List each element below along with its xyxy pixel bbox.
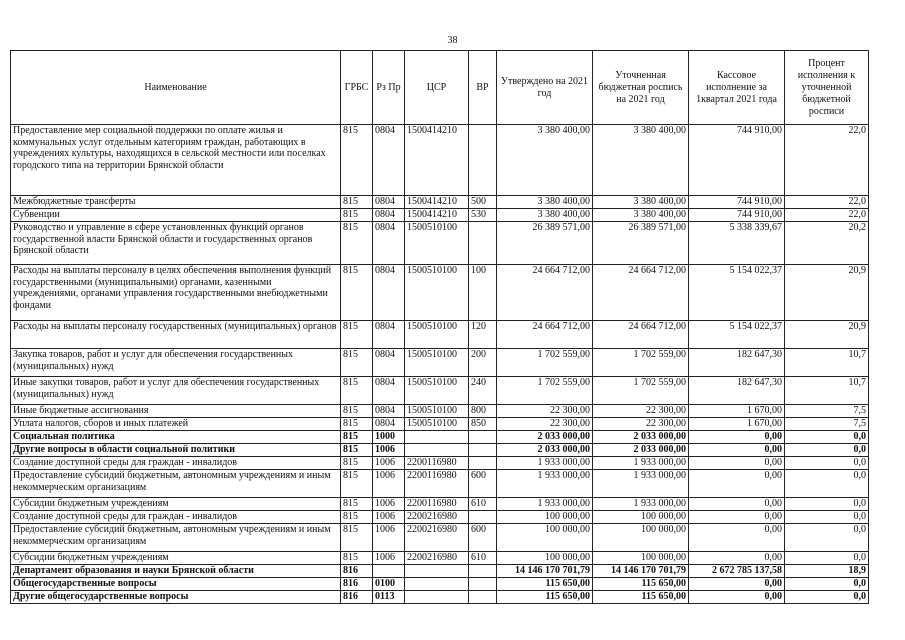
col-header-rzpr: Рз Пр [373,51,405,125]
cell-vr: 600 [469,470,497,498]
cell-cash: 0,00 [689,552,785,565]
cell-grbs: 815 [341,498,373,511]
cell-percent: 7,5 [785,418,869,431]
cell-refined: 3 380 400,00 [593,125,689,196]
cell-csr: 2200216980 [405,511,469,524]
table-row [11,444,869,457]
cell-grbs: 815 [341,209,373,222]
cell-vr: 600 [469,524,497,552]
cell-percent: 0,0 [785,457,869,470]
cell-approved: 3 380 400,00 [497,125,593,196]
cell-percent: 0,0 [785,591,869,604]
cell-grbs: 815 [341,552,373,565]
cell-approved: 3 380 400,00 [497,209,593,222]
cell-approved: 24 664 712,00 [497,265,593,321]
cell-rzpr: 1006 [373,552,405,565]
cell-csr [405,431,469,444]
cell-csr: 1500414210 [405,196,469,209]
cell-name: Департамент образования и науки Брянской области [11,565,341,578]
cell-cash: 0,00 [689,511,785,524]
cell-rzpr [373,565,405,578]
cell-name: Межбюджетные трансферты [11,196,341,209]
cell-percent: 10,7 [785,377,869,405]
table-row [11,321,869,349]
cell-refined: 3 380 400,00 [593,209,689,222]
table-row [11,431,869,444]
cell-cash: 0,00 [689,578,785,591]
cell-name: Общегосударственные вопросы [11,578,341,591]
cell-refined: 1 702 559,00 [593,377,689,405]
cell-grbs: 815 [341,125,373,196]
cell-approved: 115 650,00 [497,578,593,591]
cell-vr: 500 [469,196,497,209]
cell-cash: 182 647,30 [689,349,785,377]
col-header-csr: ЦСР [405,51,469,125]
cell-refined: 24 664 712,00 [593,265,689,321]
cell-refined: 24 664 712,00 [593,321,689,349]
cell-vr [469,125,497,196]
col-header-name: Наименование [11,51,341,125]
cell-vr: 100 [469,265,497,321]
cell-approved: 1 702 559,00 [497,349,593,377]
cell-csr: 2200116980 [405,470,469,498]
cell-approved: 1 933 000,00 [497,470,593,498]
cell-grbs: 815 [341,222,373,265]
cell-percent: 7,5 [785,405,869,418]
cell-grbs: 815 [341,511,373,524]
cell-refined: 100 000,00 [593,552,689,565]
cell-csr: 1500510100 [405,222,469,265]
cell-refined: 26 389 571,00 [593,222,689,265]
cell-name: Предоставление субсидий бюджетным, автономным учреждениям и иным некоммерческим организациям [11,524,341,552]
cell-cash: 744 910,00 [689,209,785,222]
header-row [11,51,869,125]
cell-approved: 100 000,00 [497,552,593,565]
budget-table [10,50,869,604]
cell-grbs: 815 [341,444,373,457]
cell-name: Иные закупки товаров, работ и услуг для обеспечения государственных (муниципальных) нужд [11,377,341,405]
cell-approved: 100 000,00 [497,511,593,524]
cell-vr: 800 [469,405,497,418]
cell-refined: 1 933 000,00 [593,470,689,498]
cell-refined: 100 000,00 [593,511,689,524]
cell-approved: 22 300,00 [497,418,593,431]
cell-cash: 5 154 022,37 [689,321,785,349]
table-row [11,498,869,511]
cell-name: Создание доступной среды для граждан - инвалидов [11,511,341,524]
cell-rzpr: 0113 [373,591,405,604]
cell-percent: 22,0 [785,196,869,209]
cell-grbs: 815 [341,349,373,377]
cell-rzpr: 0804 [373,222,405,265]
cell-percent: 0,0 [785,444,869,457]
cell-cash: 1 670,00 [689,405,785,418]
cell-approved: 14 146 170 701,79 [497,565,593,578]
cell-grbs: 815 [341,457,373,470]
cell-name: Субвенции [11,209,341,222]
cell-refined: 1 702 559,00 [593,349,689,377]
cell-name: Субсидии бюджетным учреждениям [11,552,341,565]
cell-refined: 22 300,00 [593,418,689,431]
cell-grbs: 816 [341,565,373,578]
cell-grbs: 815 [341,196,373,209]
cell-csr [405,565,469,578]
cell-approved: 26 389 571,00 [497,222,593,265]
cell-vr: 120 [469,321,497,349]
cell-csr: 1500510100 [405,349,469,377]
col-header-cash: Кассовое исполнение за 1квартал 2021 года [689,51,785,125]
cell-refined: 3 380 400,00 [593,196,689,209]
cell-percent: 10,7 [785,349,869,377]
cell-approved: 3 380 400,00 [497,196,593,209]
cell-refined: 1 933 000,00 [593,457,689,470]
cell-rzpr: 1006 [373,498,405,511]
cell-csr: 1500510100 [405,265,469,321]
cell-vr [469,511,497,524]
cell-percent: 0,0 [785,431,869,444]
cell-grbs: 815 [341,405,373,418]
cell-name: Предоставление субсидий бюджетным, автономным учреждениям и иным некоммерческим организациям [11,470,341,498]
cell-rzpr: 0804 [373,321,405,349]
cell-vr: 240 [469,377,497,405]
cell-cash: 0,00 [689,524,785,552]
cell-approved: 100 000,00 [497,524,593,552]
cell-vr: 530 [469,209,497,222]
cell-approved: 22 300,00 [497,405,593,418]
cell-vr [469,457,497,470]
table-row [11,405,869,418]
cell-approved: 115 650,00 [497,591,593,604]
cell-rzpr: 1006 [373,470,405,498]
table-row [11,457,869,470]
cell-refined: 115 650,00 [593,578,689,591]
cell-approved: 24 664 712,00 [497,321,593,349]
cell-vr: 200 [469,349,497,377]
table-row [11,565,869,578]
cell-rzpr: 1006 [373,524,405,552]
cell-cash: 0,00 [689,431,785,444]
cell-percent: 0,0 [785,524,869,552]
cell-rzpr: 1006 [373,511,405,524]
cell-approved: 2 033 000,00 [497,444,593,457]
cell-percent: 20,9 [785,265,869,321]
cell-csr [405,591,469,604]
table-row [11,552,869,565]
cell-grbs: 815 [341,377,373,405]
cell-percent: 22,0 [785,209,869,222]
cell-name: Расходы на выплаты персоналу в целях обеспечения выполнения функций государственными (муниципальными) органами, казенными учреждениями, органами управления государственными внебюджетными фондами [11,265,341,321]
cell-refined: 2 033 000,00 [593,444,689,457]
table-row [11,377,869,405]
cell-percent: 18,9 [785,565,869,578]
cell-refined: 2 033 000,00 [593,431,689,444]
cell-vr [469,578,497,591]
cell-rzpr: 0804 [373,349,405,377]
cell-percent: 0,0 [785,498,869,511]
table-row [11,196,869,209]
cell-vr: 610 [469,552,497,565]
cell-csr [405,578,469,591]
cell-rzpr: 0804 [373,196,405,209]
col-header-refined: Уточненная бюджетная роспись на 2021 год [593,51,689,125]
table-row [11,418,869,431]
cell-csr: 2200216980 [405,524,469,552]
cell-cash: 0,00 [689,591,785,604]
cell-name: Другие общегосударственные вопросы [11,591,341,604]
cell-name: Расходы на выплаты персоналу государственных (муниципальных) органов [11,321,341,349]
cell-grbs: 815 [341,321,373,349]
cell-rzpr: 1006 [373,457,405,470]
cell-csr: 1500510100 [405,377,469,405]
cell-cash: 1 670,00 [689,418,785,431]
cell-csr: 2200216980 [405,552,469,565]
table-row [11,578,869,591]
cell-grbs: 816 [341,578,373,591]
cell-name: Закупка товаров, работ и услуг для обеспечения государственных (муниципальных) нужд [11,349,341,377]
cell-name: Руководство и управление в сфере установленных функций органов государственной власти Брянской области и государственных органов Брянской области [11,222,341,265]
cell-csr: 1500414210 [405,209,469,222]
cell-percent: 0,0 [785,470,869,498]
col-header-vr: ВР [469,51,497,125]
cell-csr: 1500414210 [405,125,469,196]
cell-refined: 14 146 170 701,79 [593,565,689,578]
table-row [11,349,869,377]
cell-cash: 0,00 [689,444,785,457]
cell-cash: 0,00 [689,498,785,511]
cell-name: Субсидии бюджетным учреждениям [11,498,341,511]
table-row [11,209,869,222]
cell-csr: 1500510100 [405,405,469,418]
cell-csr [405,444,469,457]
table-row [11,511,869,524]
cell-approved: 1 933 000,00 [497,457,593,470]
table-row [11,222,869,265]
cell-vr [469,431,497,444]
cell-rzpr: 1006 [373,444,405,457]
cell-approved: 1 933 000,00 [497,498,593,511]
table-row [11,524,869,552]
table-row [11,470,869,498]
cell-name: Другие вопросы в области социальной политики [11,444,341,457]
cell-refined: 100 000,00 [593,524,689,552]
table-row [11,265,869,321]
cell-percent: 0,0 [785,578,869,591]
cell-cash: 0,00 [689,470,785,498]
cell-rzpr: 0804 [373,125,405,196]
cell-vr: 850 [469,418,497,431]
cell-rzpr: 0100 [373,578,405,591]
cell-percent: 22,0 [785,125,869,196]
cell-grbs: 815 [341,418,373,431]
cell-percent: 20,2 [785,222,869,265]
cell-rzpr: 0804 [373,418,405,431]
cell-name: Предоставление мер социальной поддержки по оплате жилья и коммунальных услуг отдельным категориям граждан, работающих в учреждениях культуры, находящихся в сельской местности или поселках городского типа на территории Брянской области [11,125,341,196]
cell-approved: 1 702 559,00 [497,377,593,405]
col-header-grbs: ГРБС [341,51,373,125]
table-row [11,591,869,604]
cell-rzpr: 0804 [373,209,405,222]
cell-grbs: 815 [341,265,373,321]
cell-cash: 5 338 339,67 [689,222,785,265]
cell-rzpr: 0804 [373,377,405,405]
cell-refined: 22 300,00 [593,405,689,418]
cell-percent: 0,0 [785,552,869,565]
page-number: 38 [447,35,458,46]
cell-cash: 744 910,00 [689,125,785,196]
col-header-percent: Процент исполнения к уточненной бюджетной росписи [785,51,869,125]
cell-name: Уплата налогов, сборов и иных платежей [11,418,341,431]
cell-csr: 2200116980 [405,457,469,470]
cell-vr [469,222,497,265]
cell-name: Иные бюджетные ассигнования [11,405,341,418]
cell-percent: 20,9 [785,321,869,349]
cell-grbs: 815 [341,431,373,444]
cell-percent: 0,0 [785,511,869,524]
cell-vr: 610 [469,498,497,511]
cell-name: Создание доступной среды для граждан - инвалидов [11,457,341,470]
table-body [11,125,869,604]
cell-refined: 1 933 000,00 [593,498,689,511]
col-header-approved: Утверждено на 2021 год [497,51,593,125]
cell-csr: 1500510100 [405,418,469,431]
cell-cash: 5 154 022,37 [689,265,785,321]
cell-rzpr: 0804 [373,265,405,321]
cell-cash: 2 672 785 137,58 [689,565,785,578]
cell-refined: 115 650,00 [593,591,689,604]
cell-csr: 2200116980 [405,498,469,511]
cell-vr [469,565,497,578]
cell-name: Социальная политика [11,431,341,444]
cell-cash: 744 910,00 [689,196,785,209]
cell-cash: 182 647,30 [689,377,785,405]
cell-vr [469,591,497,604]
cell-approved: 2 033 000,00 [497,431,593,444]
cell-rzpr: 1000 [373,431,405,444]
table-row [11,125,869,196]
cell-grbs: 815 [341,470,373,498]
cell-rzpr: 0804 [373,405,405,418]
cell-cash: 0,00 [689,457,785,470]
cell-csr: 1500510100 [405,321,469,349]
cell-grbs: 816 [341,591,373,604]
cell-vr [469,444,497,457]
cell-grbs: 815 [341,524,373,552]
